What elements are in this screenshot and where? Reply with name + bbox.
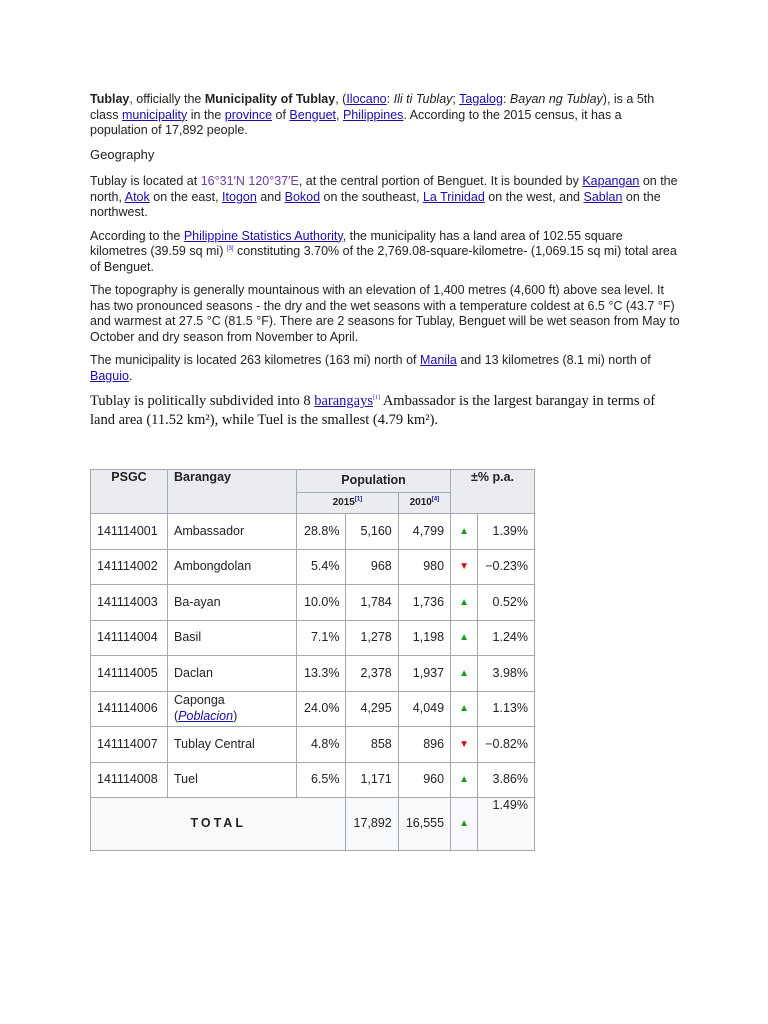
cell-pop-2010: 1,937: [398, 656, 450, 692]
cell-pop-2015: 858: [346, 727, 398, 763]
cell-share: 28.8%: [297, 514, 346, 550]
table-row: [91, 514, 535, 550]
triangle-down-icon: ▼: [451, 549, 478, 585]
cell-pop-2010: 980: [398, 549, 450, 585]
triangle-up-icon: ▲: [451, 620, 478, 656]
total-pop-2010: 16,555: [398, 798, 450, 851]
header-change: ±% p.a.: [451, 470, 535, 514]
cell-pop-2015: 4,295: [346, 691, 398, 727]
link-tagalog[interactable]: Tagalog: [459, 92, 503, 106]
cell-pop-2015: 1,171: [346, 762, 398, 798]
header-2010-ref[interactable]: [4]: [431, 496, 440, 503]
table-row: [91, 691, 535, 727]
link-barangays[interactable]: barangays: [314, 393, 374, 409]
header-psgc: PSGC: [91, 470, 168, 514]
location-paragraph: The municipality is located 263 kilometres (163 mi) north of Manila and 13 kilometres (8.1 mi) north of Baguio.: [90, 353, 651, 383]
header-2015-ref[interactable]: [1]: [354, 496, 363, 503]
cell-share: 4.8%: [297, 727, 346, 763]
reference-1[interactable]: [1]: [373, 395, 381, 402]
barangay-name: Ambassador: [174, 523, 245, 538]
triangle-down-icon: ▼: [451, 727, 478, 763]
cell-share: 13.3%: [297, 656, 346, 692]
total-label: TOTAL: [91, 798, 346, 851]
name-ilocano: Ili ti Tublay: [393, 92, 453, 106]
cell-share: 24.0%: [297, 691, 346, 727]
link-manila[interactable]: Manila: [420, 353, 457, 367]
cell-pop-2010: 896: [398, 727, 450, 763]
barangay-name: Caponga (: [174, 693, 225, 723]
triangle-up-icon: ▲: [451, 585, 478, 621]
link-ilocano[interactable]: Ilocano: [346, 92, 387, 106]
cell-pop-2010: 4,799: [398, 514, 450, 550]
cell-psgc: 141114004: [91, 620, 168, 656]
cell-pop-2015: 2,378: [346, 656, 398, 692]
cell-change: −0.82%: [478, 727, 535, 763]
barangay-name: Tuel: [174, 772, 198, 786]
triangle-up-icon: ▲: [451, 514, 478, 550]
triangle-up-icon: ▲: [451, 656, 478, 692]
cell-barangay: [168, 514, 297, 550]
cell-share: 7.1%: [297, 620, 346, 656]
section-heading-geography: Geography: [90, 146, 155, 162]
table-row: [91, 727, 535, 763]
cell-psgc: 141114001: [91, 514, 168, 550]
cell-change: 3.86%: [478, 762, 535, 798]
link-bokod[interactable]: Bokod: [284, 189, 321, 204]
cell-share: 10.0%: [297, 585, 346, 621]
cell-pop-2010: 1,198: [398, 620, 450, 656]
table-row: [91, 656, 535, 692]
cell-pop-2015: 1,278: [346, 620, 398, 656]
cell-pop-2015: 1,784: [346, 585, 398, 621]
link-sablan[interactable]: Sablan: [583, 189, 623, 204]
cell-barangay: [168, 691, 297, 727]
cell-pop-2010: 960: [398, 762, 450, 798]
cell-psgc: 141114003: [91, 585, 168, 621]
header-2010: 2010[4]: [398, 493, 450, 514]
link-itogon[interactable]: Itogon: [222, 189, 257, 204]
cell-psgc: 141114005: [91, 656, 168, 692]
area-paragraph: According to the Philippine Statistics Authority, the municipality has a land area of 102.55 square kilometres (39.59 sq mi) [3] constituting 3.70% of the 2,769.08-square-kilometre- (1,069.15 sq mi) total area of Benguet.: [90, 228, 677, 274]
table-row: [91, 762, 535, 798]
link-la-trinidad[interactable]: La Trinidad: [422, 189, 485, 204]
link-philippines[interactable]: Philippines: [342, 107, 404, 122]
link-poblacion[interactable]: Poblacion: [178, 708, 234, 723]
cell-change: 1.39%: [478, 514, 535, 550]
cell-pop-2010: 1,736: [398, 585, 450, 621]
link-municipality[interactable]: municipality: [121, 107, 188, 122]
cell-change: 1.13%: [478, 691, 535, 727]
cell-psgc: 141114002: [91, 549, 168, 585]
intro-paragraph: Tublay, officially the Municipality of Tublay, (Ilocano: Ili ti Tublay; Tagalog: Bayan ng Tublay), is a 5th class municipality in the province of Benguet, Philippines. According to the 2015 census, it has a population of 17,892 people.: [90, 92, 655, 137]
cell-change: −0.23%: [478, 549, 535, 585]
name-tagalog: Bayan ng Tublay: [509, 92, 603, 106]
triangle-up-icon: ▲: [451, 798, 478, 851]
cell-barangay: [168, 762, 297, 798]
link-benguet[interactable]: Benguet: [289, 107, 336, 122]
link-kapangan[interactable]: Kapangan: [582, 174, 640, 188]
cell-share: 6.5%: [297, 762, 346, 798]
cell-barangay: [168, 620, 297, 656]
reference-3[interactable]: [3]: [226, 245, 234, 252]
geography-paragraph: Tublay is located at 16°31′N 120°37′E, at the central portion of Benguet. It is bounded by Kapangan on the north, Atok on the east, Itogon and Bokod on the southeast, La Trinidad on the west, and Sablan on the northwest.: [90, 174, 678, 219]
cell-psgc: 141114007: [91, 727, 168, 763]
cell-pop-2015: 5,160: [346, 514, 398, 550]
cell-barangay: [168, 727, 297, 763]
link-psa[interactable]: Philippine Statistics Authority: [183, 228, 343, 243]
link-baguio[interactable]: Baguio: [90, 368, 129, 383]
cell-share: 5.4%: [297, 549, 346, 585]
cell-psgc: 141114008: [91, 762, 168, 798]
triangle-up-icon: ▲: [451, 691, 478, 727]
cell-psgc: 141114006: [91, 691, 168, 727]
total-change: 1.49%: [478, 798, 535, 851]
triangle-up-icon: ▲: [451, 762, 478, 798]
cell-pop-2010: 4,049: [398, 691, 450, 727]
cell-barangay: [168, 656, 297, 692]
topography-paragraph: The topography is generally mountainous with an elevation of 1,400 metres (4,600 ft) above sea level. It has two pronounced seasons - the dry and the wet seasons with a temperature coldest at 6.5 °C (43.7 °F) and warmest at 27.5 °C (81.5 °F). There are 2 seasons for Tublay, Benguet will be wet season from May to October and dry season from November to April.: [90, 283, 680, 344]
cell-barangay: [168, 549, 297, 585]
article-name: Tublay: [90, 92, 130, 106]
barangay-name: Ambongdolan: [174, 559, 252, 573]
link-coordinates[interactable]: 16°31′N 120°37′E: [200, 174, 299, 188]
cell-barangay: [168, 585, 297, 621]
official-name: Municipality of Tublay: [204, 92, 336, 106]
cell-change: 1.24%: [478, 620, 535, 656]
cell-change: 3.98%: [478, 656, 535, 692]
barangay-population-table: [90, 469, 535, 851]
link-atok[interactable]: Atok: [124, 189, 150, 204]
total-row: [91, 798, 535, 851]
header-population: Population: [297, 470, 451, 493]
barangay-name: Tublay Central: [174, 736, 255, 751]
barangay-name: Basil: [174, 630, 202, 644]
header-barangay: Barangay: [168, 470, 297, 514]
cell-pop-2015: 968: [346, 549, 398, 585]
header-2015: 2015[1]: [297, 493, 399, 514]
table-row: [91, 549, 535, 585]
barangays-paragraph: Tublay is politically subdivided into 8 barangays[1] Ambassador is the largest barangay in terms of land area (11.52 km²), while Tuel is the smallest (4.79 km²).: [90, 393, 656, 428]
barangay-name: Daclan: [174, 665, 213, 680]
cell-change: 0.52%: [478, 585, 535, 621]
total-pop-2015: 17,892: [346, 798, 398, 851]
link-province[interactable]: province: [224, 107, 273, 122]
barangay-name: Ba-ayan: [174, 594, 221, 609]
barangay-name-after: ): [233, 708, 238, 723]
table-row: [91, 620, 535, 656]
article-body: [90, 92, 682, 437]
table-row: [91, 585, 535, 621]
